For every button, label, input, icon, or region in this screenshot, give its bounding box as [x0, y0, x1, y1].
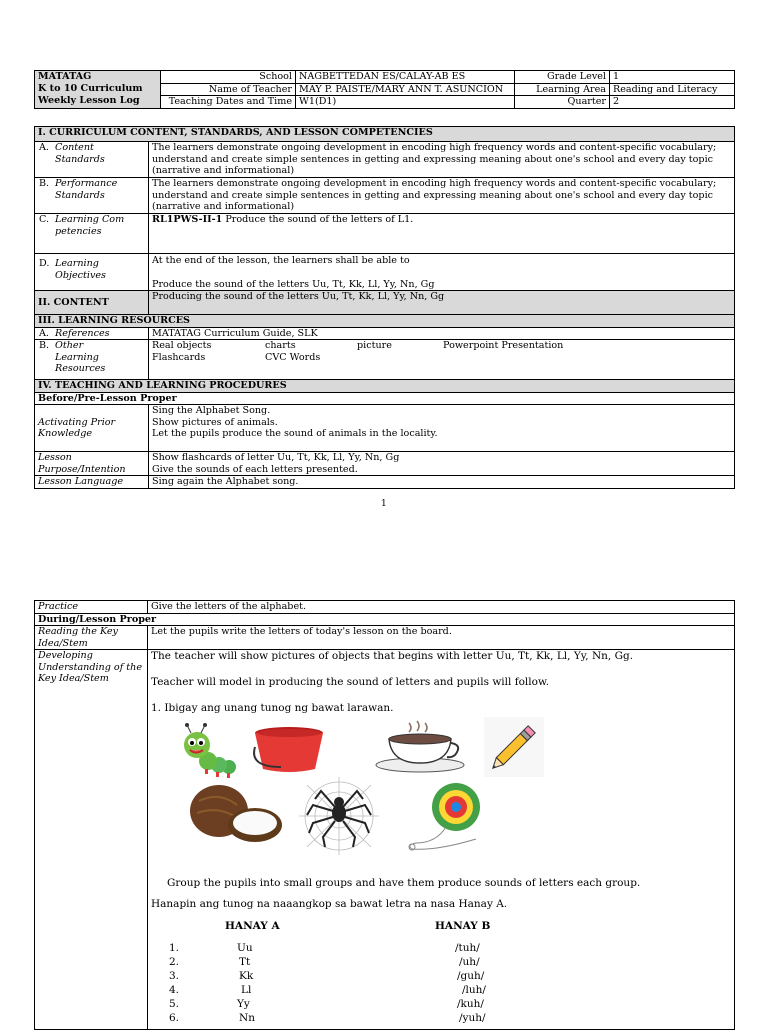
section-2-title: II. CONTENT	[35, 291, 149, 315]
dev-paragraph-2: Teacher will model in producing the sound of letters and pupils will follow.	[151, 676, 550, 688]
area-label: Learning Area	[515, 83, 610, 96]
dev-paragraph-3: 1. Ibigay ang unang tunog ng bawat larawan.	[151, 702, 394, 714]
page-number: 1	[381, 499, 387, 509]
reading-key-idea-label: Reading the Key Idea/Stem	[35, 626, 148, 650]
content-standards-label: A. Content Standards	[35, 142, 149, 178]
section-1-title: I. CURRICULUM CONTENT, STANDARDS, AND LESSON COMPETENCIES	[35, 127, 735, 142]
header-table	[34, 70, 735, 109]
yoyo-icon	[406, 781, 486, 853]
practice-text: Give the letters of the alphabet.	[148, 601, 735, 614]
objectives-text: At the end of the lesson, the learners shall be able to Produce the sound of the letters Uu, Tt, Kk, Ll, Yy, Nn, Gg	[149, 254, 735, 291]
teacher-label: Name of Teacher	[161, 83, 296, 96]
matching-table: HANAY A HANAY B 1. Uu /tuh/ 2. Tt /uh/ 3. Kk /guh/ 4. Ll /luh/ 5. Yy /kuh/ 6. Nn /yuh/	[169, 919, 731, 1025]
language-text: Sing again the Alphabet song.	[149, 476, 735, 489]
section-4-title: IV. TEACHING AND LEARNING PROCEDURES	[35, 380, 735, 393]
quarter-value: 2	[610, 96, 735, 109]
other-resources-label: B. Other Learning Resources	[35, 340, 149, 380]
section-3-title: III. LEARNING RESOURCES	[35, 315, 735, 328]
caterpillar-icon	[177, 723, 247, 781]
matatag-logo	[35, 71, 161, 109]
teacher-value: MAY P. PAISTE/MARY ANN T. ASUNCION	[296, 83, 515, 96]
school-value: NAGBETTEDAN ES/CALAY-AB ES	[296, 71, 515, 84]
pencil-icon	[484, 717, 544, 777]
bucket-icon	[251, 725, 327, 775]
logo-line-2: K to 10 Curriculum	[38, 83, 143, 94]
language-label: Lesson Language	[35, 476, 149, 489]
logo-line-3: Weekly Lesson Log	[38, 95, 140, 106]
references-text: MATATAG Curriculum Guide, SLK	[149, 327, 735, 340]
dates-value: W1(D1)	[296, 96, 515, 109]
during-lesson-title: During/Lesson Proper	[35, 613, 735, 626]
references-label: A. References	[35, 327, 149, 340]
picture-set	[151, 715, 731, 865]
other-resources-list: Real objects charts picture Powerpoint Presentation Flashcards CVC Words	[149, 340, 735, 380]
lesson-table	[34, 126, 735, 489]
practice-label: Practice	[35, 601, 148, 614]
content-text: Producing the sound of the letters Uu, Tt, Kk, Ll, Yy, Nn, Gg	[149, 291, 735, 315]
area-value: Reading and Literacy	[610, 83, 735, 96]
dates-label: Teaching Dates and Time	[161, 96, 296, 109]
performance-standards-text: The learners demonstrate ongoing development in encoding high frequency words and content-specific vocabulary; understand and create simple sentences in getting and expressing meaning about one's school and every day topic (narrative and informational)	[149, 178, 735, 214]
competencies-text: RL1PWS-II-1 Produce the sound of the letters of L1.	[149, 214, 735, 254]
purpose-text: Show flashcards of letter Uu, Tt, Kk, Ll, Yy, Nn, Gg Give the sounds of each letters presented.	[149, 452, 735, 476]
grade-label: Grade Level	[515, 71, 610, 84]
quarter-label: Quarter	[515, 96, 610, 109]
activating-text: Sing the Alphabet Song. Show pictures of animals. Let the pupils produce the sound of animals in the locality.	[149, 405, 735, 452]
performance-standards-label: B. Performance Standards	[35, 178, 149, 214]
dev-paragraph-1: The teacher will show pictures of objects that begins with letter Uu, Tt, Kk, Ll, Yy, Nn, Gg.	[151, 650, 634, 662]
grade-value: 1	[610, 71, 735, 84]
dev-paragraph-5: Hanapin ang tunog na naaangkop sa bawat letra na nasa Hanay A.	[151, 898, 508, 910]
school-label: School	[161, 71, 296, 84]
lesson-table-page-2	[34, 600, 735, 1030]
pre-lesson-title: Before/Pre-Lesson Proper	[35, 392, 735, 405]
reading-key-idea-text: Let the pupils write the letters of today's lesson on the board.	[148, 626, 735, 650]
developing-label: Developing Understanding of the Key Idea/Stem	[35, 650, 148, 1030]
spider-icon	[299, 777, 379, 855]
objectives-label: D. Learning Objectives	[35, 254, 149, 291]
purpose-label: Lesson Purpose/Intention	[35, 452, 149, 476]
hanay-a-header: HANAY A	[225, 920, 280, 932]
dev-paragraph-4: Group the pupils into small groups and have them produce sounds of letters each group.	[167, 877, 641, 889]
developing-content	[148, 650, 735, 1030]
coconut-icon	[187, 783, 287, 845]
competencies-label: C. Learning Competencies	[35, 214, 149, 254]
content-standards-text: The learners demonstrate ongoing development in encoding high frequency words and content-specific vocabulary; understand and create simple sentences in getting and expressing meaning about one's school and every day topic (narrative and informational)	[149, 142, 735, 178]
cup-icon	[375, 719, 465, 775]
hanay-b-header: HANAY B	[435, 920, 491, 932]
activating-label: Activating Prior Knowledge	[35, 405, 149, 452]
logo-line-1: MATATAG	[38, 71, 92, 82]
